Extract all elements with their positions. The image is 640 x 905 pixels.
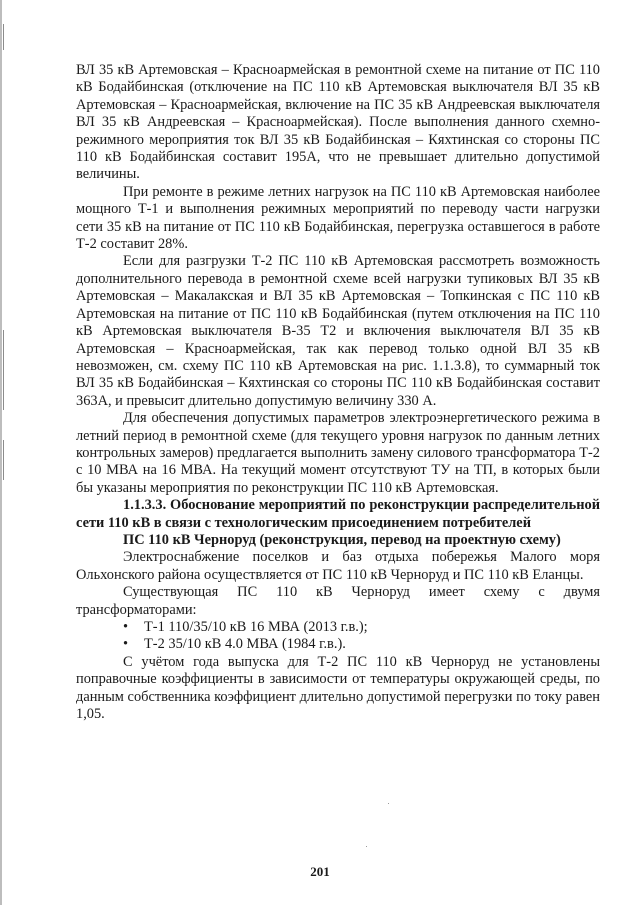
bullet-icon: • <box>123 619 129 635</box>
paragraph-correction-factors: С учётом года выпуска для Т-2 ПС 110 кВ Черноруд не установлены поправочные коэффициенты в зависимости от температуры окружающей среды, по данным собственника коэффициент длительно допустимой перегрузки по току равен 1,05. <box>76 653 600 723</box>
scan-mark <box>3 440 4 480</box>
page-body <box>76 62 600 723</box>
list-item <box>76 619 600 636</box>
paragraph-load-transfer: Если для разгрузки Т-2 ПС 110 кВ Артемовская рассмотреть возможность дополнительного перевода в ремонтной схеме всей нагрузки тупиковых ВЛ 35 кВ Артемовская – Макалакская и ВЛ 35 кВ Артемовская – Топкинская с ПС 110 кВ Артемовская на питание от ПС 110 кВ Бодайбинская (путем отключения на ПС 110 кВ Артемовская выключателя В-35 Т2 и включения выключателя ВЛ 35 кВ Артемовская – Красноармейская, так как перевод только одной ВЛ 35 кВ невозможен, см. схему ПС 110 кВ Артемовская на рис. 1.1.3.8), то суммарный ток ВЛ 35 кВ Бодайбинская – Кяхтинская со стороны ПС 110 кВ Бодайбинская составит 363А, и превысит длительно допустимую величину 330 А. <box>76 253 600 409</box>
scan-left-edge <box>0 0 2 905</box>
paragraph-existing-substation: Существующая ПС 110 кВ Черноруд имеет схему с двумя трансформаторами: <box>76 584 600 618</box>
scan-speck <box>388 803 389 804</box>
transformer-list <box>76 619 600 654</box>
scan-mark <box>3 24 4 50</box>
paragraph-power-supply: Электроснабжение поселков и баз отдыха побережья Малого моря Ольхонского района осуществляется от ПС 110 кВ Черноруд и ПС 110 кВ Еланцы. <box>76 549 600 583</box>
page-number: 201 <box>310 864 330 879</box>
scan-mark <box>3 330 4 410</box>
list-item-text: Т-1 110/35/10 кВ 16 МВА (2013 г.в.); <box>144 619 368 635</box>
list-item <box>76 636 600 653</box>
section-heading: 1.1.3.3. Обоснование мероприятий по реконструкции распределительной сети 110 кВ в связи с технологическим присоединением потребителей <box>76 497 600 531</box>
paragraph-transformer-replacement: Для обеспечения допустимых параметров электроэнергетического режима в летний период в ремонтной схеме (для текущего уровня нагрузок по данным летних контрольных замеров) предлагается выполнить замену силового трансформатора Т-2 с 10 МВА на 16 МВА. На текущий момент отсутствуют ТУ на ТП, в которых были бы указаны мероприятия по реконструкции ПС 110 кВ Артемовская. <box>76 410 600 496</box>
paragraph-bodaibinskaya-current: ВЛ 35 кВ Артемовская – Красноармейская в ремонтной схеме на питание от ПС 110 кВ Бодайбинская (отключение на ПС 110 кВ Артемовская выключателя ВЛ 35 кВ Артемовская – Красноармейская, включение на ПС 35 кВ Андреевская выключателя ВЛ 35 кВ Андреевская – Красноармейская). После выполнения данного схемно-режимного мероприятия ток ВЛ 35 кВ Бодайбинская – Кяхтинская со стороны ПС 110 кВ Бодайбинская составит 195А, что не превышает длительно допустимой величины. <box>76 62 600 183</box>
list-item-text: Т-2 35/10 кВ 4.0 МВА (1984 г.в.). <box>144 636 346 653</box>
object-heading: ПС 110 кВ Черноруд (реконструкция, перевод на проектную схему) <box>123 531 561 548</box>
paragraph-summer-repair: При ремонте в режиме летних нагрузок на ПС 110 кВ Артемовская наиболее мощного Т-1 и выполнения режимных мероприятий по переводу части нагрузки сети 35 кВ на питание от ПС 110 кВ Бодайбинская, перегрузка оставшегося в работе Т-2 составит 28%. <box>76 183 600 253</box>
bullet-icon: • <box>123 636 129 653</box>
scan-speck <box>366 846 367 847</box>
